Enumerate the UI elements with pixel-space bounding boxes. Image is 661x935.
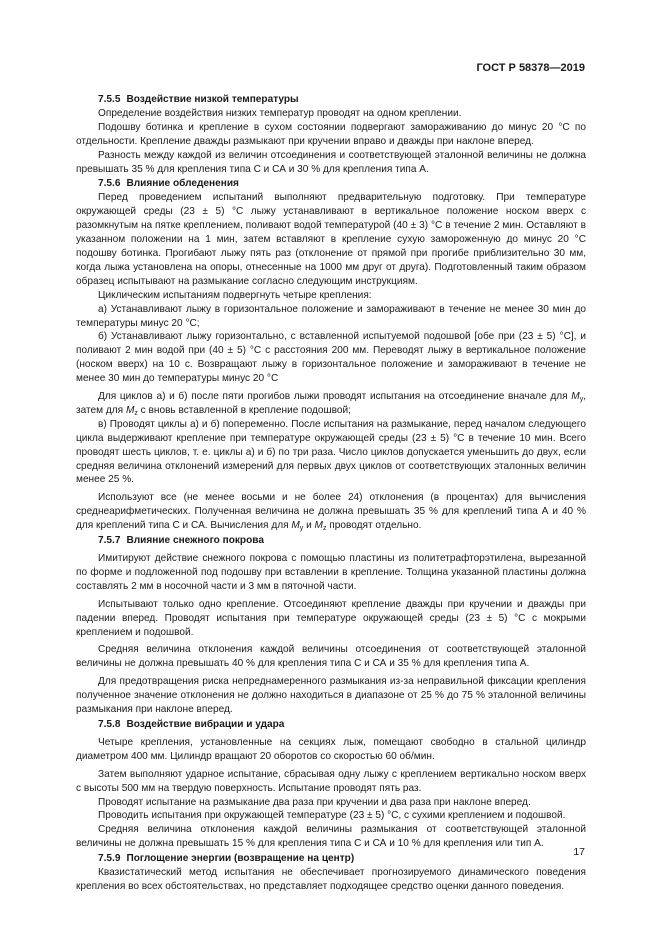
paragraph: Квазистатический метод испытания не обеспечивает прогнозируемого динамического поведения крепления во всех обстоятельствах, но представляет подходящее средство оценки данного поведения.: [76, 867, 586, 892]
list-item-b: б) Устанавливают лыжу горизонтально, с вставленной испытуемой подошвой [обе при (23 ± 5) °C], и поливают 2 мин водой при (40 ± 5) °C с расстояния 200 мм. Переводят лыжу в вертикальное положение (носком вверх) на 10 с. Возвращают лыжу в горизонтальное положение и замораживают в течение не менее 30 мин до температуры минус 20 °C: [76, 331, 586, 385]
section-heading-7-5-8: 7.5.8 Воздействие вибрации и удара: [98, 718, 285, 730]
paragraph: Для предотвращения риска непреднамеренного размыкания из-за неправильной фиксации крепления полученное значение отклонения не должно находиться в диапазоне от 25 % до 75 % эталонной величины размыкания при наклоне вперед.: [76, 676, 586, 716]
paragraph: Подошву ботинка и крепление в сухом состоянии подвергают замораживанию до минус 20 °C по отдельности. Крепление дважды размыкают при кручении вправо и дважды при наклоне вперед.: [76, 121, 586, 147]
document-body: [76, 92, 586, 894]
paragraph: Испытывают только одно крепление. Отсоединяют крепление дважды при кручении и дважды при падении вперед. Проводят испытания при температуре окружающей среды (23 ± 5) °C с мокрыми креплением и подошвой.: [76, 598, 586, 638]
page-number: 17: [573, 846, 585, 858]
standard-code: ГОСТ Р 58378—2019: [476, 62, 585, 74]
list-item-c: в) Проводят циклы а) и б) попеременно. После испытания на размыкание, перед началом следующего цикла выдерживают крепление при температуре окружающей среды (23 ± 5) °C в течение 10 мин. Всего проводят шесть циклов, т. е. циклы а) и б) по три раза. Число циклов допускается уменьшить до двух, если средняя величина отклонений измерений для первых двух циклов от соответствующих эталонных величин менее 25 %.: [76, 418, 586, 486]
paragraph: Перед проведением испытаний выполняют предварительную подготовку. При температуре окружающей среды (23 ± 5) °C лыжу устанавливают в вертикальное положение носком вверх с разомкнутым на пятке креплением, поливают водой температурой (40 ± 3) °C в течение 2 мин. Оставляют в указанном положении на 1 мин, затем вставляют в крепление сухую замороженную до минус 20 °C подошву ботинка. Прогибают лыжу пять раз (отклонение от прямой при прогибе приблизительно 30 мм, когда лыжа установлена на опоры, отнесенные на 1000 мм друг от друга). Подготовленный таким образом образец испытывают на размыкание согласно следующим инструкциям.: [76, 192, 586, 287]
paragraph: Разность между каждой из величин отсоединения и соответствующей эталонной величины не должна превышать 35 % для крепления типа С и СА и 30 % для крепления типа А.: [76, 149, 586, 175]
paragraph: Затем выполняют ударное испытание, сбрасывая одну лыжу с креплением вертикально носком вверх с высоты 500 мм на твердую поверхность. Испытание проводят пять раз.: [76, 768, 586, 794]
paragraph: Имитируют действие снежного покрова с помощью пластины из политетрафторэтилена, вырезанной по форме и подложенной под подошву при вставлении в крепление. Толщина указанной пластины должна составлять 2 мм в носочной части и 3 мм в пяточной части.: [76, 553, 586, 592]
section-heading-7-5-7: 7.5.7 Влияние снежного покрова: [98, 535, 264, 547]
paragraph: Определение воздействия низких температур проводят на одном креплении.: [98, 107, 462, 119]
section-heading-7-5-6: 7.5.6 Влияние обледенения: [98, 178, 239, 190]
paragraph: Средняя величина отклонения каждой величины отсоединения от соответствующей эталонной величины не должна превышать 40 % для крепления типа С и СА и 35 % для крепления типа А.: [76, 644, 586, 670]
paragraph: Для циклов а) и б) после пяти прогибов лыжи проводят испытания на отсоединение вначале для $M_y$, затем для $M_z$ с вновь вставленной в крепление подошвой;: [76, 391, 586, 417]
paragraph: Средняя величина отклонения каждой величины размыкания от соответствующей эталонной величины не должна превышать 15 % для крепления типа С и СА и 10 % для крепления или тип А.: [76, 824, 586, 850]
section-heading-7-5-5: 7.5.5 Воздействие низкой температуры: [98, 94, 299, 105]
paragraph: Проводят испытание на размыкание два раза при кручении и два раза при наклоне вперед.: [98, 796, 531, 808]
paragraph: Используют все (не менее восьми и не более 24) отклонения (в процентах) для вычисления среднеарифметических. Полученная величина не должна превышать 35 % для креплений типа А и 40 % для креплений типа С и СА. Вычисления для $M_y$ и $M_z$ проводят отдельно.: [76, 492, 586, 533]
paragraph: Проводить испытания при окружающей температуре (23 ± 5) °C, с сухими креплением и подошвой.: [98, 810, 566, 822]
section-heading-7-5-9: 7.5.9 Поглощение энергии (возвращение на центр): [98, 853, 355, 865]
paragraph: Четыре крепления, установленные на секциях лыж, помещают свободно в стальной цилиндр диаметром 400 мм. Цилиндр вращают 20 оборотов со скоростью 60 об/мин.: [76, 736, 586, 762]
list-item-a: а) Устанавливают лыжу в горизонтальное положение и замораживают в течение не менее 30 мин до температуры минус 20 °C;: [76, 303, 586, 329]
paragraph: Циклическим испытаниям подвергнуть четыре крепления:: [98, 289, 372, 301]
